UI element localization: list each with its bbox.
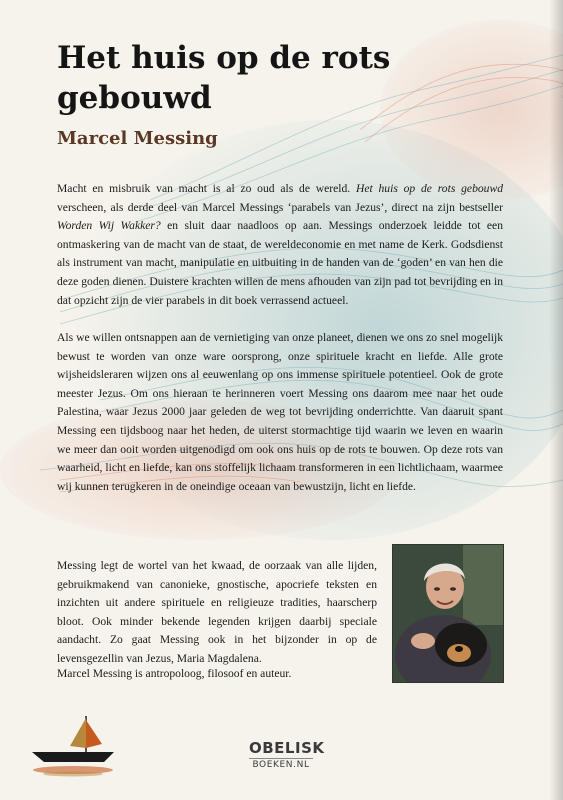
italic-book-title: Het huis op de rots gebouwd: [355, 182, 503, 195]
blurb-text: verscheen, als derde deel van Marcel Messings ‘parabels van Jezus’, direct na zijn bestseller: [57, 200, 503, 214]
blurb-text: en sluit daar naadloos op aan. Messings onderzoek leidde tot een ontmaskering van de macht van de staat, de wereldeconomie en met name de Kerk. Godsdienst als instrument van macht, manipulatie en uitbuiting in de handen van de ‘goden’ en van hen die deze goden dienen. Duistere krachten willen de mens afhouden van zijn pad tot bevrijding en in dat opzicht zijn de vier parabels in dit boek verrassend actueel.: [57, 219, 503, 307]
page-edge-shadow: [549, 0, 563, 800]
author-photo: [392, 544, 504, 683]
blurb-paragraph-1: [57, 180, 503, 310]
sailing-ship-icon: [26, 708, 120, 780]
blurb-paragraph-3: Messing legt de wortel van het kwaad, de oorzaak van alle lijden, gebruikmakend van canonieke, gnostische, apocriefe teksten en inzichten uit andere spirituele en religieuze tradities, haarscherp bloot. Ook minder bekende legenden krijgen daarbij speciale aandacht. Zo gaat Messing ook in het bijzonder in op de levensgezellin van Jezus, Maria Magdalena.: [57, 559, 377, 665]
blurb-text: Macht en misbruik van macht is al zo oud als de wereld.: [57, 182, 356, 195]
author-with-dog-image: [393, 545, 503, 682]
publisher-logo: [249, 739, 325, 771]
author-name: Marcel Messing: [57, 128, 218, 149]
author-bio: Marcel Messing is antropoloog, filosoof en auteur.: [57, 667, 292, 680]
book-title: Het huis op de rots gebouwd: [57, 40, 391, 116]
publisher-name: OBELISK: [249, 739, 325, 757]
blurb-paragraph-2: Als we willen ontsnappen aan de vernietiging van onze planeet, dienen we ons zo snel mogelijk bewust te worden van onze ware oorsprong, onze spirituele kracht en liefde. Alle grote wijsheidsleraren wijzen ons al eeuwenlang op ons immense spirituele potentieel. Ook de grote meester Jezus. Om ons hieraan te herinneren voert Messing ons daarom mee naar het oude Palestina, waar Jezus 2000 jaar geleden de weg tot bevrijding onderrichtte. Van daaruit spant Messing een tijdsboog naar het heden, de uiterst stormachtige tijd waarin we leven en waarin we meer dan ooit worden uitgenodigd om ook ons huis op de rots te bouwen. Op deze rots van waarheid, licht en liefde, kan ons stoffelijk lichaam transformeren in een lichtlichaam, waarmee wij kunnen terugkeren in de oneindige oceaan van bewustzijn, licht en liefde.: [57, 331, 503, 493]
publisher-website: BOEKEN.NL: [249, 758, 313, 771]
italic-bestseller-title: Worden Wij Wakker?: [57, 219, 161, 233]
